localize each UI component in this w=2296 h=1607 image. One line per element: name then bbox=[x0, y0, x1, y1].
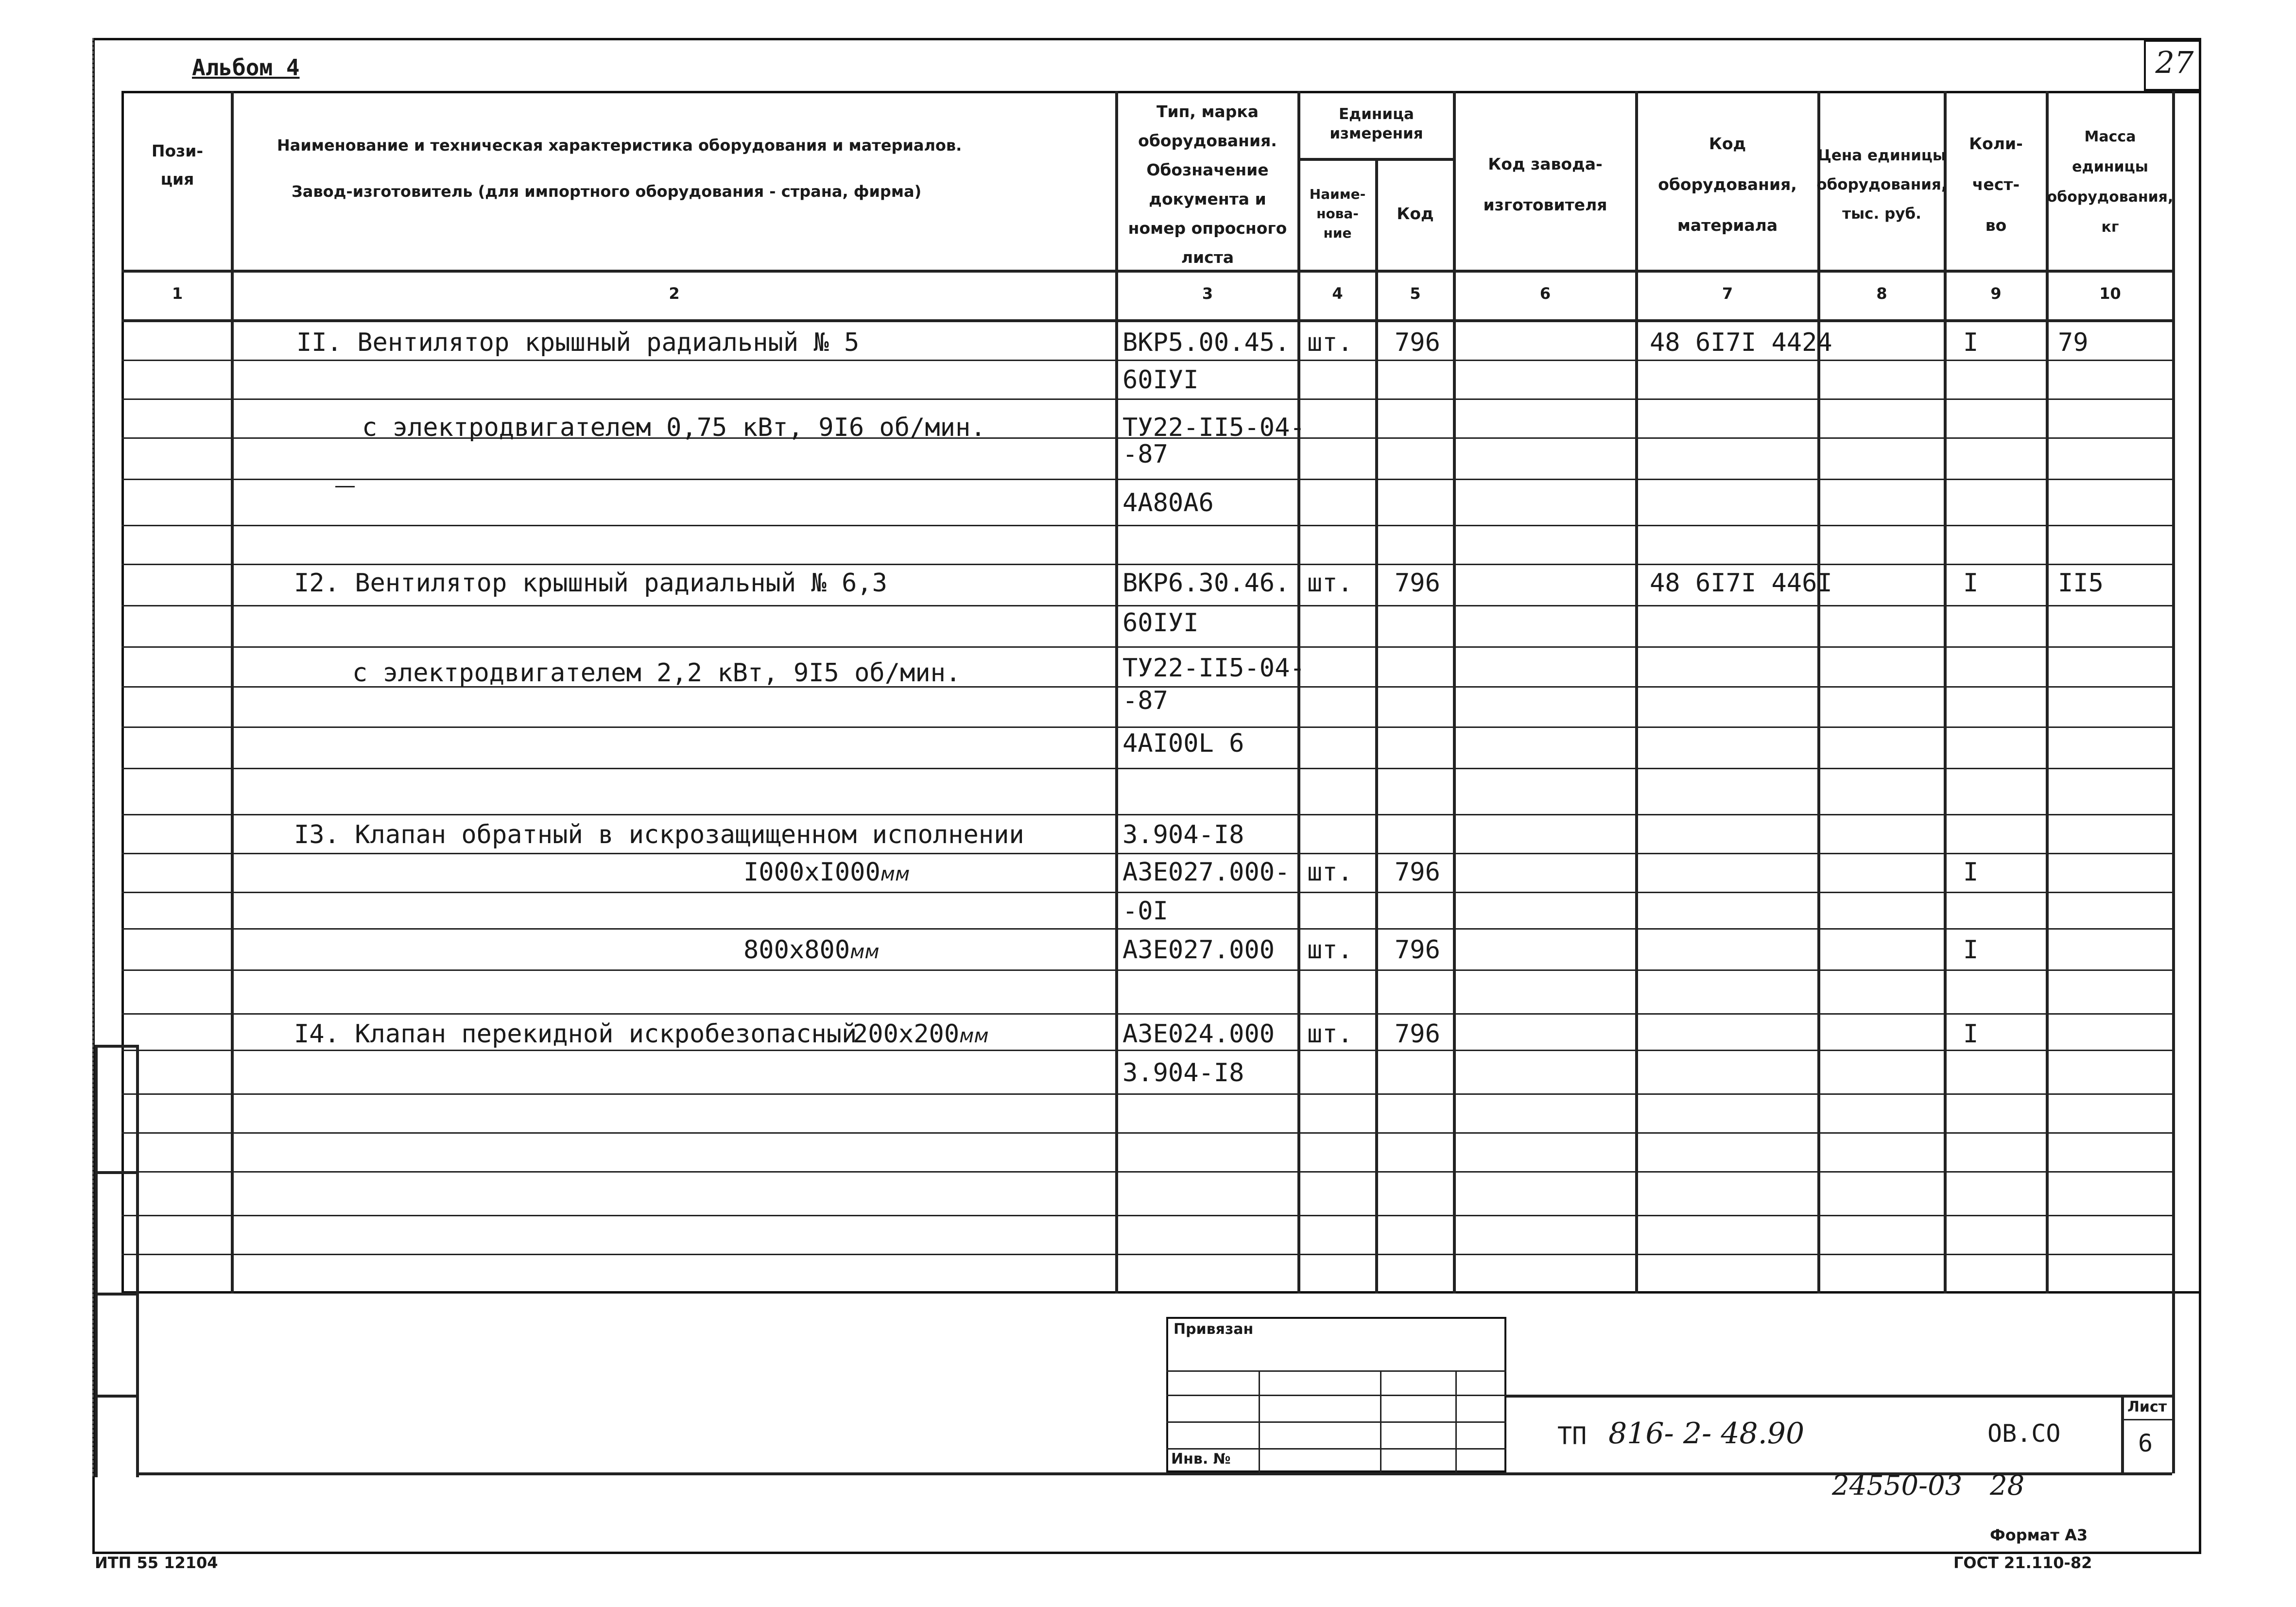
row-13b-size: I000хI000 bbox=[743, 858, 880, 887]
archive-page-handwritten: 28 bbox=[1990, 1470, 2025, 1502]
row-line bbox=[121, 892, 2172, 893]
album-title: Альбом 4 bbox=[192, 54, 300, 81]
row-12-code: 796 bbox=[1395, 569, 1440, 598]
row-line bbox=[121, 726, 2172, 728]
dash-mark bbox=[335, 486, 355, 487]
row-13d-type: А3Е027.000 bbox=[1122, 935, 1275, 965]
header-mass: Масса единицы оборудования, кг bbox=[2047, 128, 2174, 236]
format-label: Формат А3 bbox=[1990, 1526, 2088, 1544]
row-11-mass: 79 bbox=[2058, 328, 2089, 357]
row-line bbox=[121, 853, 2172, 854]
row-14-unit: шт. bbox=[1307, 1019, 1353, 1049]
row-11-qty: I bbox=[1963, 328, 1979, 357]
row-13b-name-unit: мм bbox=[880, 863, 910, 885]
row-13b-code: 796 bbox=[1395, 858, 1440, 887]
header-name-line1: Наименование и техническая характеристика оборудования и материалов. bbox=[277, 136, 962, 155]
left-strip-div1 bbox=[95, 1171, 136, 1174]
row-line bbox=[121, 479, 2172, 480]
row-line bbox=[121, 969, 2172, 971]
privyazan-label: Привязан bbox=[1174, 1321, 1254, 1338]
colnum-5: 5 bbox=[1410, 284, 1421, 303]
row-13b-qty: I bbox=[1963, 858, 1979, 887]
row-11-name: II. Вентилятор крышный радиальный № 5 bbox=[296, 328, 860, 357]
row-12c-type: ТУ22-II5-04- bbox=[1122, 654, 1305, 683]
row-13d-code: 796 bbox=[1395, 935, 1440, 965]
header-unit-name: Наиме-нова-ние bbox=[1309, 186, 1366, 241]
row-line bbox=[121, 1171, 2172, 1173]
row-line bbox=[121, 564, 2172, 565]
sheet-label: Лист bbox=[2127, 1399, 2167, 1416]
archive-number-handwritten: 24550-03 bbox=[1832, 1470, 1963, 1502]
row-13c-type: -0I bbox=[1122, 897, 1168, 926]
row-11c-type: ТУ22-II5-04- bbox=[1122, 413, 1305, 442]
doc-code-prefix: ТП bbox=[1557, 1422, 1587, 1450]
row-13d-name-unit: мм bbox=[850, 941, 880, 963]
itp-label: ИТП 55 12104 bbox=[95, 1554, 218, 1572]
row-11c-name: с электродвигателем 0,75 кВт, 9I6 об/мин. bbox=[362, 413, 986, 442]
colnum-7: 7 bbox=[1722, 284, 1733, 303]
row-line bbox=[121, 928, 2172, 930]
row-13d-qty: I bbox=[1963, 935, 1979, 965]
inv-no-label: Инв. № bbox=[1171, 1451, 1231, 1468]
column-numbers-bottom-line bbox=[121, 319, 2172, 322]
row-12-equip-code: 48 6I7I 446I bbox=[1650, 569, 1832, 598]
row-line bbox=[121, 768, 2172, 769]
row-12d-type: -87 bbox=[1122, 686, 1168, 715]
colnum-1: 1 bbox=[172, 284, 183, 303]
header-unit-group: Единица измерения bbox=[1329, 105, 1423, 142]
row-12b-type: 60IУI bbox=[1122, 608, 1199, 638]
doc-code-handwritten: 816- 2- 48.90 bbox=[1608, 1417, 1805, 1451]
row-14-code: 796 bbox=[1395, 1019, 1440, 1049]
left-strip-inner bbox=[136, 1045, 139, 1477]
row-14-size-unit: мм bbox=[959, 1025, 989, 1047]
row-14-qty: I bbox=[1963, 1019, 1979, 1049]
left-strip-div3 bbox=[95, 1395, 136, 1398]
row-12-mass: II5 bbox=[2058, 569, 2104, 598]
header-name-line2: Завод-изготовитель (для импортного оборудования - страна, фирма) bbox=[292, 182, 922, 201]
row-line bbox=[121, 360, 2172, 361]
row-13b-name bbox=[743, 858, 910, 889]
row-11b-type: 60IУI bbox=[1122, 365, 1199, 395]
binding-edge bbox=[92, 38, 94, 1476]
row-11d-type: -87 bbox=[1122, 440, 1168, 469]
section-code: ОВ.СО bbox=[1987, 1419, 2061, 1448]
sheet-box-left bbox=[2121, 1395, 2124, 1472]
colnum-2: 2 bbox=[669, 284, 680, 303]
row-14-size bbox=[853, 1019, 989, 1051]
header-equipment-code: Код оборудования, материала bbox=[1658, 134, 1797, 235]
row-line bbox=[121, 1215, 2172, 1216]
header-price: Цена единицы оборудования, тыс. руб. bbox=[1816, 147, 1947, 223]
row-13d-unit: шт. bbox=[1307, 935, 1353, 965]
row-12-name: I2. Вентилятор крышный радиальный № 6,3 bbox=[294, 569, 887, 598]
row-14b-type: 3.904-I8 bbox=[1122, 1058, 1244, 1088]
row-13d-name bbox=[743, 935, 880, 967]
header-unit-code: Код bbox=[1397, 204, 1434, 223]
row-13b-type: А3Е027.000- bbox=[1122, 858, 1290, 887]
row-12-qty: I bbox=[1963, 569, 1979, 598]
privyazan-v-2 bbox=[1380, 1370, 1381, 1472]
row-13-type: 3.904-I8 bbox=[1122, 820, 1244, 849]
row-line bbox=[121, 1013, 2172, 1015]
stamp-right-line bbox=[2172, 1294, 2175, 1473]
header-position: Пози- ция bbox=[151, 141, 204, 189]
colnum-3: 3 bbox=[1202, 284, 1213, 303]
row-13b-unit: шт. bbox=[1307, 858, 1353, 887]
row-13-name: I3. Клапан обратный в искрозащищенном исполнении bbox=[294, 820, 1024, 849]
privyazan-v-1 bbox=[1259, 1370, 1260, 1472]
row-11-unit: шт. bbox=[1307, 328, 1353, 357]
colnum-10: 10 bbox=[2099, 284, 2121, 303]
row-line bbox=[121, 1093, 2172, 1095]
colnum-9: 9 bbox=[1990, 284, 2002, 303]
row-11-code: 796 bbox=[1395, 328, 1440, 357]
page-number-handwritten: 27 bbox=[2155, 45, 2194, 80]
header-factory-code: Код завода-изготовителя bbox=[1483, 155, 1607, 214]
privyazan-v-3 bbox=[1455, 1370, 1457, 1472]
col-divider-10 bbox=[2172, 91, 2175, 1294]
row-12-type: ВКР6.30.46. bbox=[1122, 569, 1290, 598]
colnum-8: 8 bbox=[1876, 284, 1887, 303]
row-14-name: I4. Клапан перекидной искробезопасный bbox=[294, 1019, 857, 1049]
colnum-6: 6 bbox=[1539, 284, 1551, 303]
unit-subheader-line bbox=[1297, 158, 1453, 161]
row-line bbox=[121, 1050, 2172, 1051]
row-14-size-value: 200х200 bbox=[853, 1019, 960, 1049]
title-block-top bbox=[1506, 1395, 2172, 1398]
left-strip-div2 bbox=[95, 1293, 136, 1296]
gost-label: ГОСТ 21.110-82 bbox=[1953, 1554, 2092, 1572]
row-line bbox=[121, 814, 2172, 815]
left-strip-top bbox=[95, 1045, 136, 1048]
row-line bbox=[121, 398, 2172, 400]
header-quantity: Коли-чест-во bbox=[1969, 134, 2023, 235]
row-12e-type: 4АI00L 6 bbox=[1122, 729, 1244, 758]
sheet-box-divider bbox=[2121, 1419, 2172, 1420]
row-line bbox=[121, 1254, 2172, 1255]
row-11e-type: 4А80А6 bbox=[1122, 488, 1214, 518]
colnum-4: 4 bbox=[1332, 284, 1343, 303]
header-type: Тип, марка оборудования. Обозначение документа и номер опросного листа bbox=[1128, 102, 1287, 267]
row-11-equip-code: 48 6I7I 4424 bbox=[1650, 328, 1832, 357]
row-line bbox=[121, 646, 2172, 648]
sheet-number: 6 bbox=[2138, 1429, 2153, 1457]
row-12-unit: шт. bbox=[1307, 569, 1353, 598]
row-12c-name: с электродвигателем 2,2 кВт, 9I5 об/мин. bbox=[352, 658, 961, 688]
left-strip-outer bbox=[95, 1045, 98, 1477]
row-14-type: А3Е024.000 bbox=[1122, 1019, 1275, 1049]
row-line bbox=[121, 1132, 2172, 1134]
row-11-type: ВКР5.00.45. bbox=[1122, 328, 1290, 357]
row-line bbox=[121, 605, 2172, 606]
row-line bbox=[121, 525, 2172, 526]
row-13d-size: 800х800 bbox=[743, 935, 850, 965]
